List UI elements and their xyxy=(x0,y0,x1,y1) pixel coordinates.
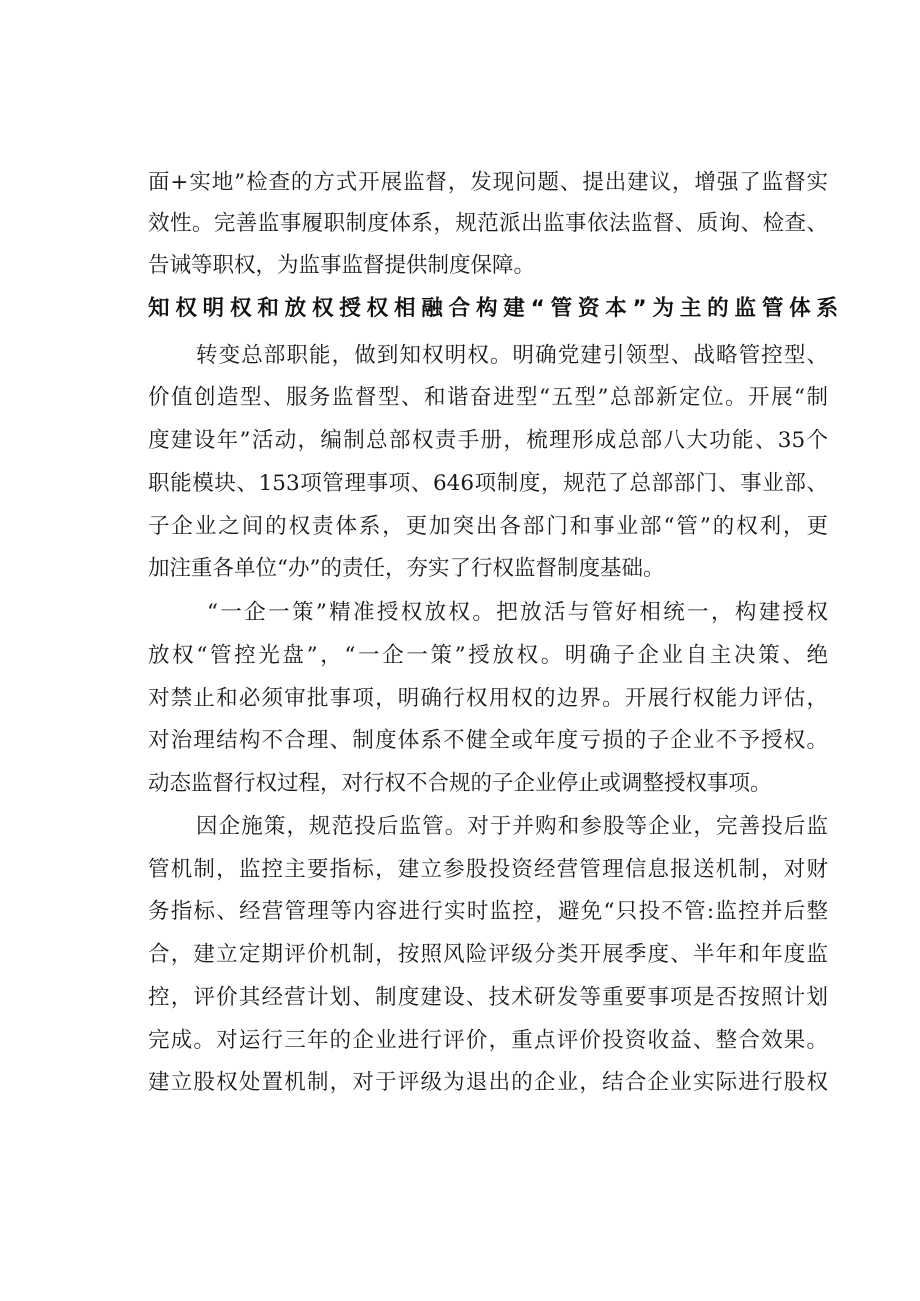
paragraph-2-line: 对治理结构不合理、制度体系不健全或年度亏损的子企业不予授权。 xyxy=(148,728,828,753)
paragraph-2-line: “一企一策”精准授权放权。把放活与管好相统一，构建授权 xyxy=(207,600,828,625)
paragraph-1-line: 度建设年”活动，编制总部权责手册，梳理形成总部八大功能、35个 xyxy=(148,428,828,453)
text-line: 面+实地”检查的方式开展监督，发现问题、提出建议，增强了监督实 xyxy=(148,170,828,195)
paragraph-3-line: 完成。对运行三年的企业进行评价，重点评价投资收益、整合效果。 xyxy=(148,1028,828,1053)
paragraph-1-line: 价值创造型、服务监督型、和谐奋进型“五型”总部新定位。开展“制 xyxy=(148,385,828,410)
paragraph-2-line: 放权“管控光盘”，“一企一策”授放权。明确子企业自主决策、绝 xyxy=(148,643,828,668)
section-heading: 知权明权和放权授权相融合构建“管资本”为主的监管体系 xyxy=(148,296,838,321)
text-line: 告诫等职权，为监事监督提供制度保障。 xyxy=(148,253,536,278)
paragraph-3-line: 控，评价其经营计划、制度建设、技术研发等重要事项是否按照计划 xyxy=(148,985,828,1010)
paragraph-3-line: 建立股权处置机制，对于评级为退出的企业，结合企业实际进行股权 xyxy=(148,1070,828,1095)
paragraph-1-line: 职能模块、153项管理事项、646项制度，规范了总部部门、事业部、 xyxy=(148,471,828,496)
paragraph-1-line: 加注重各单位“办”的责任，夯实了行权监督制度基础。 xyxy=(148,556,665,581)
paragraph-1-line: 转变总部职能，做到知权明权。明确党建引领型、战略管控型、 xyxy=(196,343,828,368)
paragraph-1-line: 子企业之间的权责体系，更加突出各部门和事业部“管”的权利，更 xyxy=(148,514,828,539)
paragraph-3-line: 务指标、经营管理等内容进行实时监控，避免“只投不管:监控并后整 xyxy=(148,899,828,924)
paragraph-2-line: 对禁止和必须审批事项，明确行权用权的边界。开展行权能力评估， xyxy=(148,686,828,711)
paragraph-3-line: 合，建立定期评价机制，按照风险评级分类开展季度、半年和年度监 xyxy=(148,942,828,967)
paragraph-3-line: 管机制，监控主要指标，建立参股投资经营管理信息报送机制，对财 xyxy=(148,857,828,882)
paragraph-3-line: 因企施策，规范投后监管。对于并购和参股等企业，完善投后监 xyxy=(196,814,828,839)
paragraph-2-line: 动态监督行权过程，对行权不合规的子企业停止或调整授权事项。 xyxy=(148,771,772,796)
text-line: 效性。完善监事履职制度体系，规范派出监事依法监督、质询、检查、 xyxy=(148,211,828,236)
